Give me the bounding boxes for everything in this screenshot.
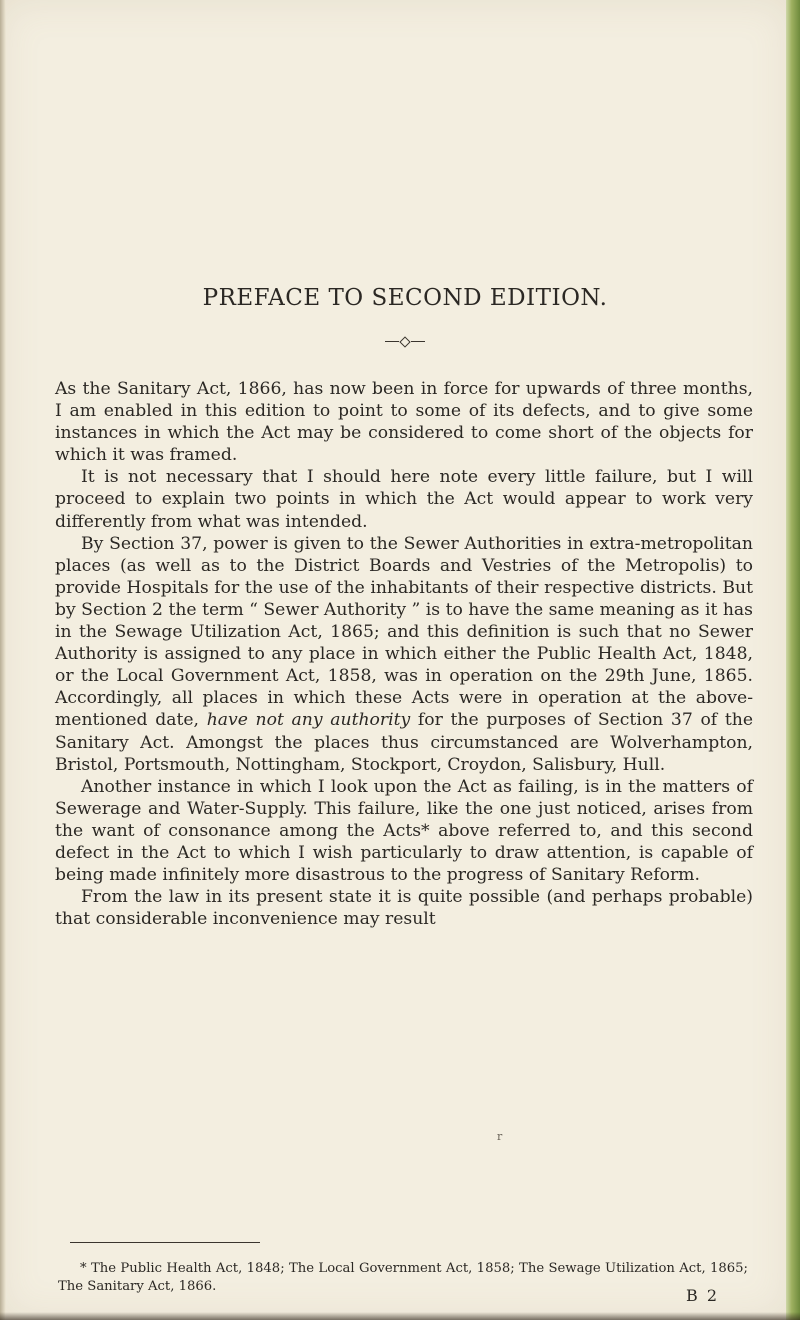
signature-mark: B 2	[686, 1286, 720, 1305]
body-text	[55, 378, 753, 930]
paragraph-3-tail: for the purposes of Section 37 of the Sanitary Act. Amongst the places thus circumstanced are Wolverhampton, Bristol, Portsmouth, Nottingham, Stockport, Croydon, Salisbury, Hull.	[55, 710, 753, 775]
paragraph-2: It is not necessary that I should here note every little failure, but I will proceed to explain two points in which the Act would appear to work very differently from what was intended.	[55, 467, 753, 532]
page-title: PREFACE TO SECOND EDITION.	[202, 285, 608, 311]
ornament-diamond	[399, 336, 410, 347]
paragraph-5: From the law in its present state it is quite possible (and perhaps probable) that considerable inconvenience may result	[55, 887, 753, 930]
footnote: * The Public Health Act, 1848; The Local Government Act, 1858; The Sewage Utilization Act, 1865; The Sanitary Act, 1866.	[58, 1261, 748, 1295]
ornament-line-left	[385, 341, 399, 342]
title-ornament	[385, 337, 425, 347]
page-left-edge	[0, 0, 6, 1320]
page-bottom-shadow	[0, 1312, 800, 1320]
paragraph-3	[55, 533, 753, 776]
italic-phrase: have not any authority	[206, 710, 411, 731]
stray-mark: r	[497, 1130, 503, 1143]
ornament-line-right	[411, 341, 425, 342]
paragraph-4: Another instance in which I look upon the Act as failing, is in the matters of Sewerage and Water-Supply. This failure, like the one just noticed, arises from the want of consonance among the Acts* above referred to, and this second defect in the Act to which I wish particularly to draw attention, is capable of being made infinitely more disastrous to the progress of Sanitary Reform.	[55, 776, 753, 886]
paragraph-3-text: By Section 37, power is given to the Sewer Authorities in extra-metropolitan places (as well as to the District Boards and Vestries of the Metropolis) to provide Hospitals for the use of the inhabitants of their respective districts. But by Section 2 the term “ Sewer Authority ” is to have the same meaning as it has in the Sewage Utilization Act, 1865; and this definition is such that no Sewer Authority is assigned to any place in which either the Public Health Act, 1848, or the Local Government Act, 1858, was in operation on the 29th June, 1865. Accordingly, all places in which these Acts were in operation at the above-mentioned date,	[55, 533, 753, 731]
book-edge	[786, 0, 800, 1320]
paragraph-1: As the Sanitary Act, 1866, has now been in force for upwards of three months, I am enabled in this edition to point to some of its defects, and to give some instances in which the Act may be considered to come short of the objects for which it was framed.	[55, 379, 753, 466]
footnote-rule	[70, 1242, 260, 1243]
